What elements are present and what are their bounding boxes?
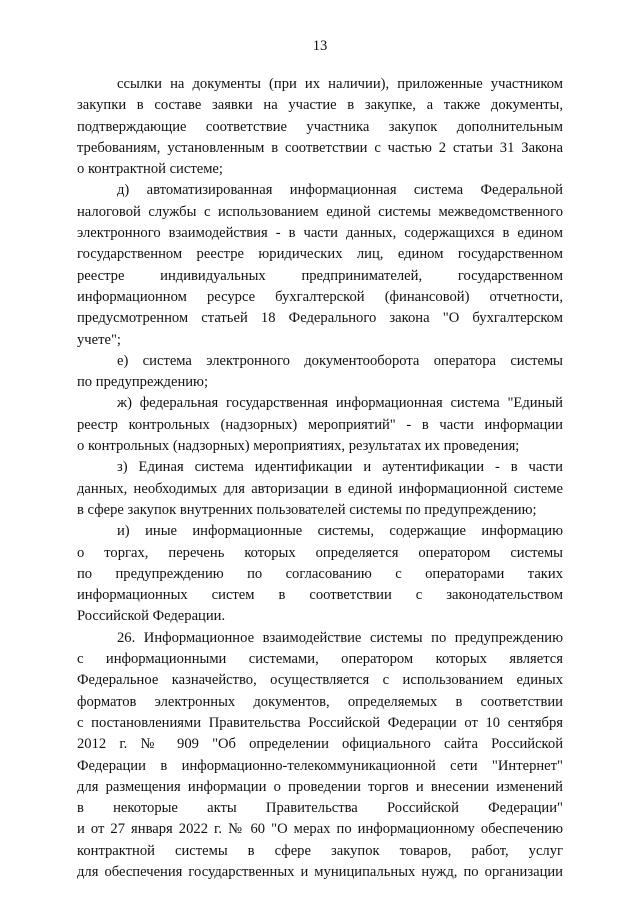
text-line: учете"; (77, 331, 121, 348)
page-number: 13 (312, 38, 328, 54)
text-line: налоговой службы с использованием единой системы межведомственного (77, 203, 563, 220)
text-line: реестре индивидуальных предпринимателей, государственном (77, 267, 563, 284)
text-line: подтверждающие соответствие участника закупок дополнительным (77, 118, 563, 135)
text-line: по предупреждению по согласованию с операторами таких (77, 565, 563, 582)
text-line: и от 27 января 2022 г. № 60 "О мерах по информационному обеспечению (77, 821, 563, 838)
text-line: ссылки на документы (при их наличии), приложенные участником (117, 76, 563, 92)
text-line: о контрольных (надзорных) мероприятиях, результатах их проведения; (77, 438, 520, 455)
text-line: реестр контрольных (надзорных) мероприятий" - в части информации (77, 416, 563, 433)
text-line: 26. Информационное взаимодействие системы по предупреждению (117, 629, 563, 646)
text-line: для обеспечения государственных и муниципальных нужд, по организации (77, 863, 563, 880)
text-line: з) Единая система идентификации и аутентификации - в части (117, 459, 563, 476)
text-line: с постановлениями Правительства Российской Федерации от 10 сентября (77, 714, 563, 731)
text-line: 2012 г. № 909 "Об определении официального сайта Российской (77, 736, 563, 753)
text-line: е) система электронного документооборота оператора системы (117, 352, 563, 369)
text-line: электронного взаимодействия - в части данных, содержащихся в едином (77, 225, 563, 242)
text-line: для размещения информации о проведении торгов и внесении изменений (77, 778, 563, 795)
text-line: о контрактной системе; (77, 161, 223, 178)
text-line: ж) федеральная государственная информационная система "Единый (117, 395, 563, 412)
document-body (77, 74, 563, 883)
text-line: информационном ресурсе бухгалтерской (финансовой) отчетности, (77, 288, 563, 305)
text-line: информационных систем в соответствии с законодательством (77, 587, 563, 604)
text-line: по предупреждению; (77, 374, 209, 391)
text-line: форматов электронных документов, определяемых в соответствии (77, 693, 563, 710)
text-line: Российской Федерации. (77, 608, 226, 625)
text-line: в сфере закупок внутренних пользователей системы по предупреждению; (77, 501, 537, 518)
text-line: государственном реестре юридических лиц, едином государственном (77, 246, 563, 263)
text-line: закупки в составе заявки на участие в закупке, а также документы, (77, 97, 563, 114)
text-line: данных, необходимых для авторизации в единой информационной системе (77, 480, 563, 497)
text-line: требованиям, установленным в соответствии с частью 2 статьи 31 Закона (77, 139, 563, 156)
text-line: контрактной системы в сфере закупок товаров, работ, услуг (77, 842, 563, 859)
text-line: в некоторые акты Правительства Российской Федерации" (77, 800, 563, 817)
text-line: Федерации в информационно-телекоммуникационной сети "Интернет" (77, 757, 563, 774)
text-line: и) иные информационные системы, содержащие информацию (117, 523, 563, 540)
text-line: предусмотренном статьей 18 Федерального закона "О бухгалтерском (77, 310, 563, 327)
text-line: о торгах, перечень которых определяется оператором системы (77, 544, 563, 561)
text-line: Федеральное казначейство, осуществляется с использованием единых (77, 672, 563, 689)
text-line: с информационными системами, оператором которых является (77, 651, 563, 668)
text-line: д) автоматизированная информационная система Федеральной (117, 182, 563, 199)
